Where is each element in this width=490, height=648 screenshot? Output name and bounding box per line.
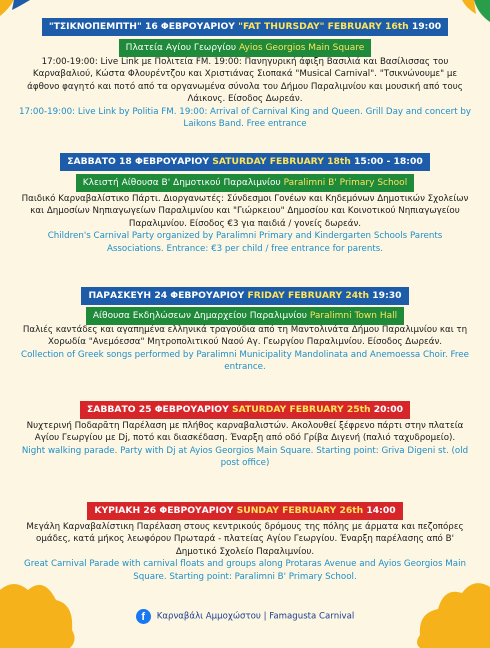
description-greek: Παιδικό Καρναβαλίστικο Πάρτι. Διοργανωτές: Σύνδεσμοι Γονέων και Κηδεμόνων Δημοτικών Σχολείων και Δημοσίων Νηπιαγωγείων Παραλιμνίου και "Γιώρκειου" Δημοσίου και Κοινοτικού Νηπιαγωγείου Παραλιμνίου. Είσοδος €3 για παιδιά / γονείς δωρεάν.	[21, 194, 469, 229]
event-date-banner: ΚΥΡΙΑΚΗ 26 ΦΕΒΡΟΥΑΡΙΟΥ SUNDAY FEBRUARY 26th 14:00	[87, 502, 402, 520]
event-date-banner: ΣΑΒΒΑΤΟ 18 ΦΕΒΡΟΥΑΡΙΟΥ SATURDAY FEBRUARY 18th 15:00 - 18:00	[60, 153, 429, 171]
event-date-banner: "ΤΣΙΚΝΟΠΕΜΠΤΗ" 16 ΦΕΒΡΟΥΑΡΙΟΥ "FAT THURSDAY" FEBRUARY 16th 19:00	[42, 18, 448, 36]
venue-banner: Αίθουσα Εκδηλώσεων Δημαρχείου Παραλιμνίου Paralimni Town Hall	[86, 307, 404, 325]
description-english: Great Carnival Parade with carnival floats and groups along Protaras Avenue and Ayios Georgios Main Square. Starting point: Paralimni B' Primary School.	[24, 559, 466, 582]
description-greek: Μεγάλη Καρναβαλίστικη Παρέλαση στους κεντρικούς δρόμους της πόλης με άρματα και πεζοπόρες ομάδες, κατά μήκος λεωφόρου Πρωταρά - πλατείας Αγίου Γεωργίου. Έναρξη παρέλασης από Β' Δημοτικό Σχολείο Παραλιμνίου.	[26, 522, 464, 557]
description-greek: Νυχτερινή Ποδαρᾶτη Παρέλαση με πλήθος καρναβαλιστών. Ακολουθεί ξέφρενο πάρτι στην πλατεία Αγίου Γεωργίου με Dj, ποτό και διασκέδαση. Έναρξη από οδό Γρίβα Διγενή (παλιό ταχυδρομείο).	[26, 421, 464, 444]
event-header	[0, 397, 490, 419]
footer-page-link[interactable]: Καρναβάλι Αμμοχώστου | Famagusta Carnival	[156, 611, 355, 622]
event-venue	[0, 170, 490, 192]
description-greek: 17:00-19:00: Live Link με Πολιτεία FM. 19:00: Πανηγυρική άφιξη Βασιλιά και Βασίλισσας του Καρναβαλιού, Κώστα Φλουρέντζου και Χριστιάνας Σιοπακά "Musical Carnival". "Τσικνώνουμε" με άφθονο φαγητό και ποτό από τα οργανωμένα σύνολα του Δήμου Παραλιμνίου και μουσική από τους Λάικονς. Είσοδος Δωρεάν.	[27, 57, 463, 105]
facebook-icon[interactable]: f	[136, 609, 151, 624]
event-header	[0, 149, 490, 171]
footer	[0, 609, 490, 624]
event-description	[18, 193, 472, 255]
event-venue	[0, 303, 490, 325]
description-english: Collection of Greek songs performed by Paralimni Municipality Mandolinata and Anemoessa Choir. Free entrance.	[21, 349, 469, 373]
event-venue	[0, 35, 490, 57]
event-description	[18, 521, 472, 583]
venue-banner: Κλειστή Αίθουσα Β' Δημοτικού Παραλιμνίου Paralimni B' Primary School	[76, 174, 414, 192]
event-header	[0, 498, 490, 520]
event-description	[18, 324, 472, 374]
event-description	[18, 56, 472, 130]
event-header	[0, 283, 490, 305]
event-description	[18, 420, 472, 470]
description-english: 17:00-19:00: Live Link by Politia FM. 19:00: Arrival of Carnival King and Queen. Grill Day and concert by Laikons Band. Free entrance	[18, 106, 472, 130]
event-date-banner: ΠΑΡΑΣΚΕΥΗ 24 ΦΕΒΡΟΥΑΡΙΟΥ FRIDAY FEBRUARY 24th 19:30	[81, 287, 408, 305]
venue-banner: Πλατεία Αγίου Γεωργίου Ayios Georgios Main Square	[119, 39, 372, 57]
description-greek: Παλιές καντάδες και αγαπημένα ελληνικά τραγούδια από τη Μαντολινάτα Δήμου Παραλιμνίου και τη Χορωδία "Ανεμόεσσα" Μητροπολιτικού Ναού Αγ. Γεωργίου Παραλιμνίου. Είσοδος Δωρεάν.	[22, 325, 468, 348]
description-english: Children's Carnival Party organized by Paralimni Primary and Kindergarten Schools Parents Associations. Entrance: €3 per child / free entrance for parents.	[47, 231, 443, 254]
event-header	[0, 14, 490, 36]
description-english: Night walking parade. Party with Dj at Ayios Georgios Main Square. Starting point: Griva Digeni st. (old post office)	[21, 445, 469, 469]
event-date-banner: ΣΑΒΒΑΤΟ 25 ΦΕΒΡΟΥΑΡΙΟΥ SATURDAY FEBRUARY 25th 20:00	[80, 401, 410, 419]
